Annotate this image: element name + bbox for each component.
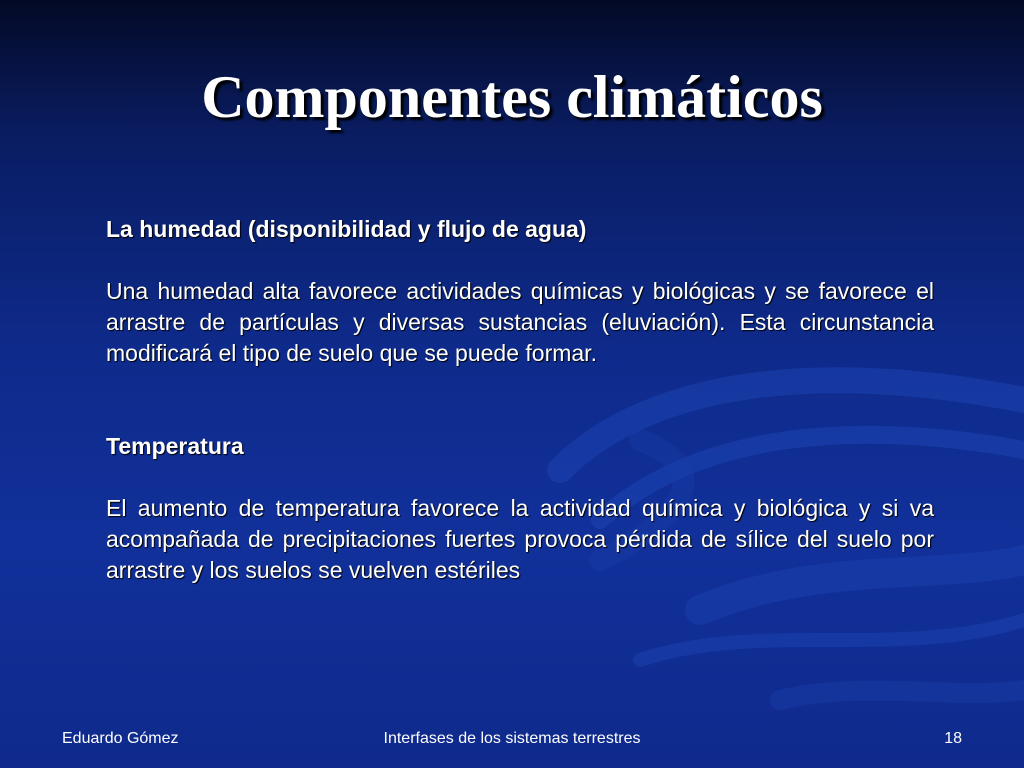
slide-content	[106, 214, 934, 586]
section-heading-temperature: Temperatura	[106, 433, 244, 459]
footer-author: Eduardo Gómez	[62, 730, 179, 747]
slide-title: Componentes climáticos	[201, 64, 823, 130]
footer-page-number: 18	[944, 730, 962, 747]
footer-course: Interfases de los sistemas terrestres	[383, 730, 641, 747]
section-heading-humidity: La humedad (disponibilidad y flujo de agua)	[106, 216, 587, 242]
section-body-humidity: Una humedad alta favorece actividades químicas y biológicas y se favorece el arrastre de partículas y diversas sustancias (eluviación). Esta circunstancia modificará el tipo de suelo que se puede formar.	[106, 278, 934, 366]
section-body-temperature: El aumento de temperatura favorece la actividad química y biológica y si va acompañada de precipitaciones fuertes provoca pérdida de sílice del suelo por arrastre y los suelos se vuelven estériles	[106, 495, 934, 583]
